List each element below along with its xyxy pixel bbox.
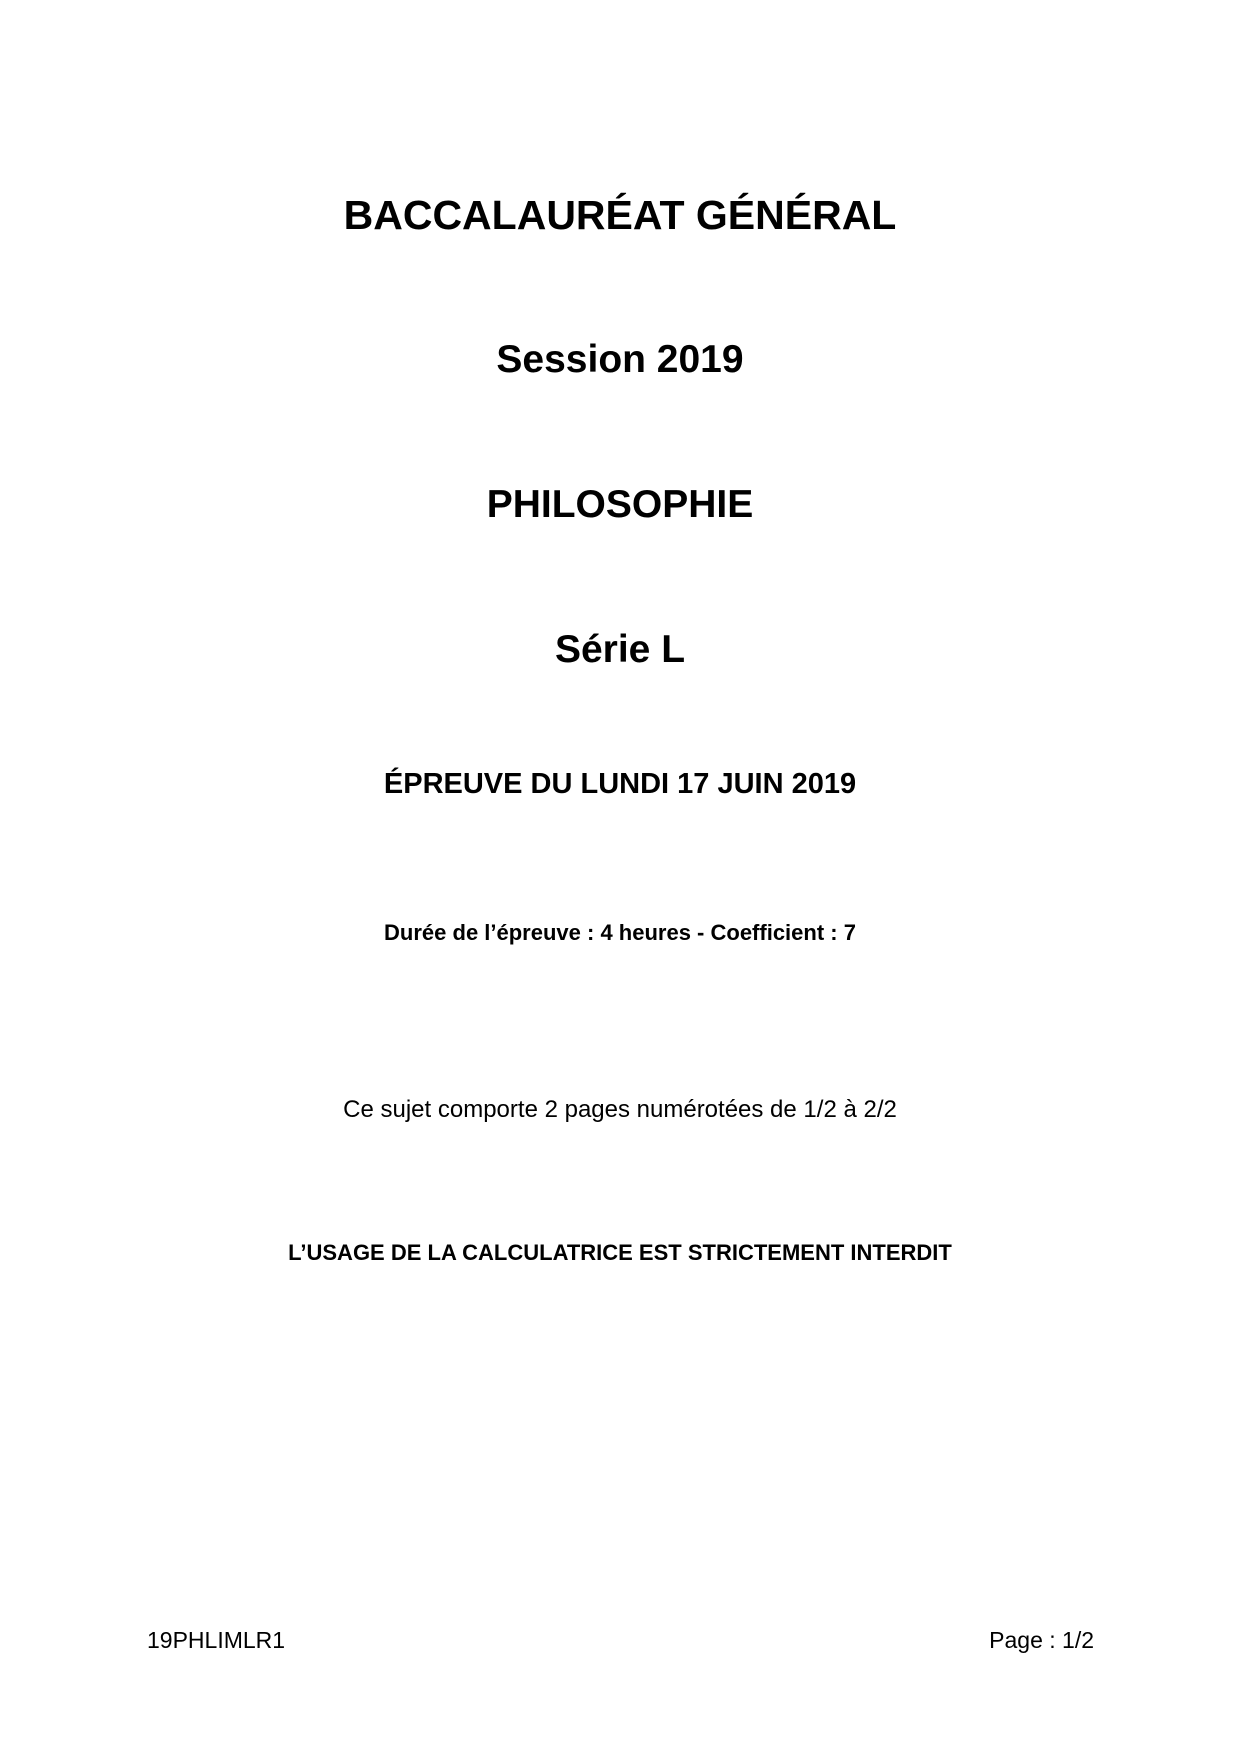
session-year: Session 2019	[496, 338, 744, 381]
series-label: Série L	[554, 628, 686, 671]
exam-date: ÉPREUVE DU LUNDI 17 JUIN 2019	[383, 768, 857, 800]
duration-coefficient: Durée de l’épreuve : 4 heures - Coefficient : 7	[384, 920, 856, 945]
calculator-notice: L’USAGE DE LA CALCULATRICE EST STRICTEMENT INTERDIT	[288, 1240, 952, 1265]
footer-page-number: Page : 1/2	[989, 1627, 1094, 1653]
footer-subject-code: 19PHLIMLR1	[147, 1627, 286, 1653]
exam-title: BACCALAURÉAT GÉNÉRAL	[343, 192, 897, 238]
subject-title: PHILOSOPHIE	[486, 483, 754, 526]
page-count-note: Ce sujet comporte 2 pages numérotées de 1/2 à 2/2	[343, 1096, 897, 1123]
